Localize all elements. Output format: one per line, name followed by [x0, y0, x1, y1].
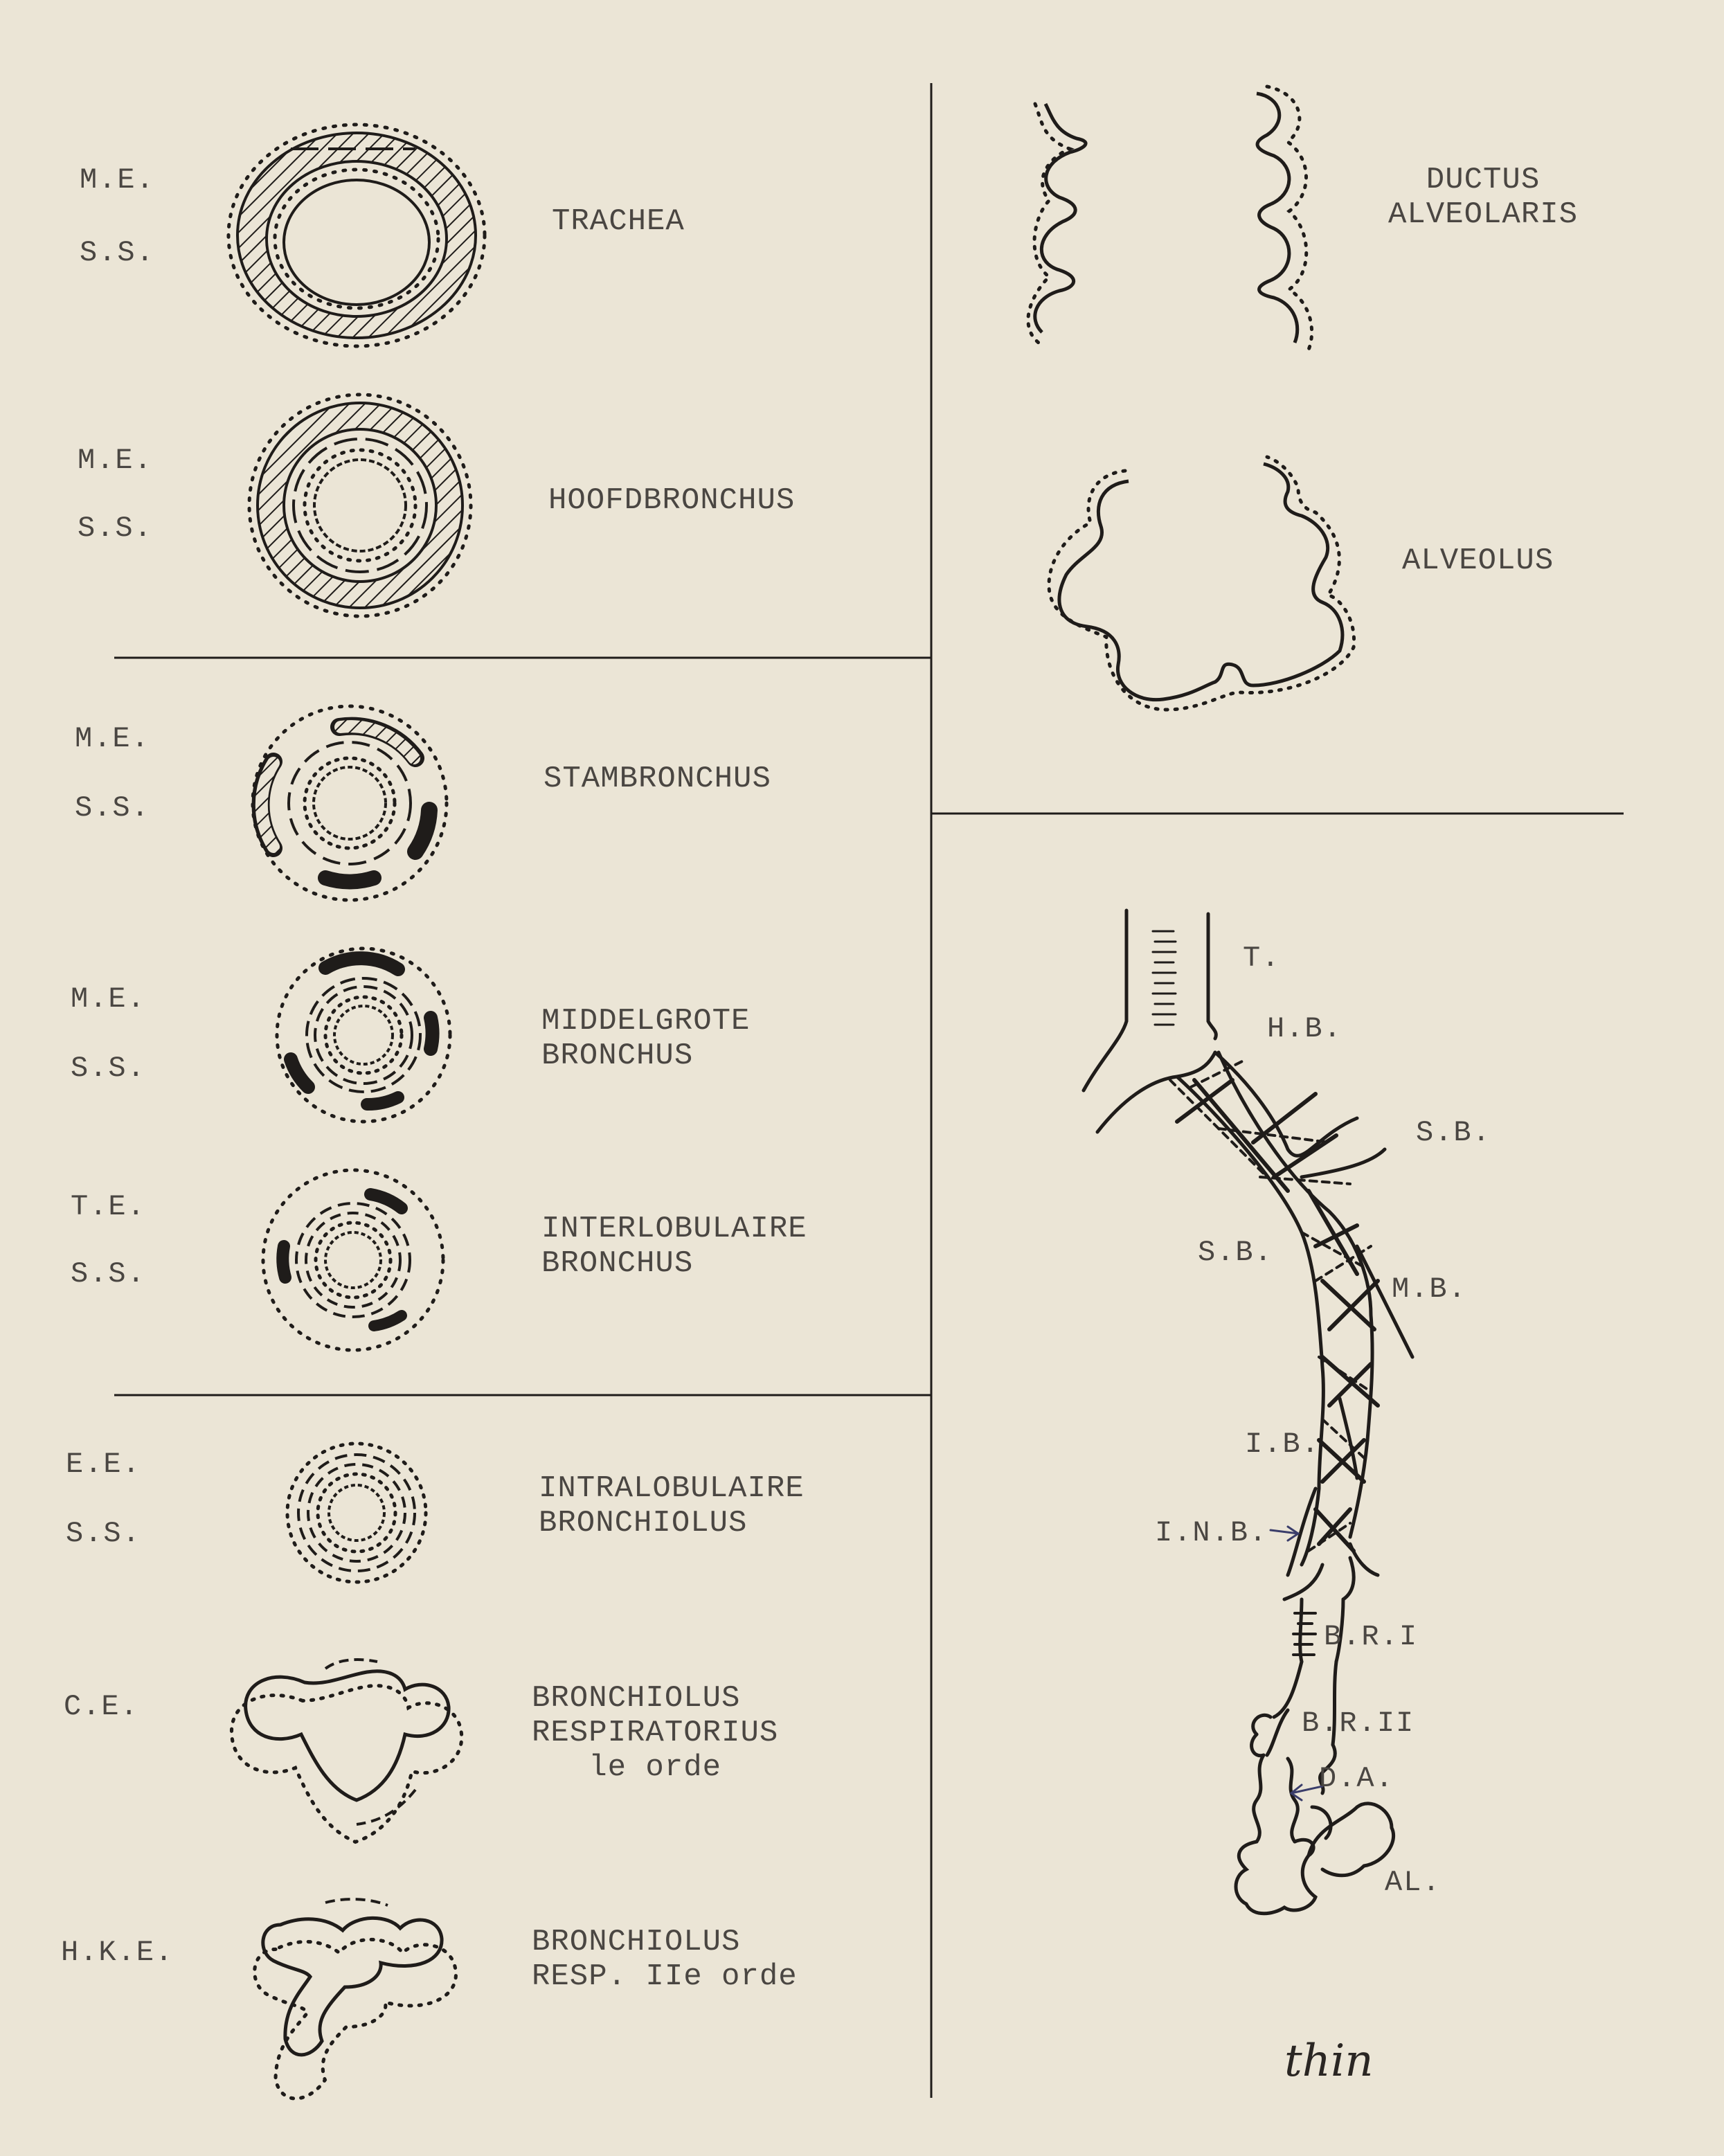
abbr-stambronchus-1: M.E.: [75, 722, 150, 755]
tree-label-al: AL.: [1385, 1866, 1442, 1899]
bronchiolus-respiratorius-1-cross-section: [231, 1660, 461, 1842]
name-line: HOOFDBRONCHUS: [548, 483, 796, 518]
name-line: RESP. IIe orde: [532, 1959, 798, 1994]
tree-label-sb-left: S.B.: [1198, 1236, 1273, 1269]
ductus-alveolaris-drawing: [1028, 87, 1312, 350]
tree-label-t: T.: [1243, 942, 1281, 975]
label-intralobulaire-bronchiolus: [539, 1471, 805, 1540]
interlobulaire-bronchus-cross-section: [263, 1170, 443, 1350]
name-line: TRACHEA: [552, 204, 685, 239]
name-line: DUCTUS: [1426, 163, 1541, 197]
abbr-middelgrote-1: M.E.: [71, 982, 146, 1016]
tree-label-ib: I.B.: [1245, 1428, 1320, 1461]
abbr-trachea-2: S.S.: [80, 236, 155, 269]
name-line: ALVEOLARIS: [1388, 197, 1579, 232]
abbr-hoofdbronchus-1: M.E.: [78, 444, 153, 477]
abbr-middelgrote-2: S.S.: [71, 1052, 146, 1085]
name-line: RESPIRATORIUS: [532, 1716, 779, 1750]
abbr-interlobulaire-2: S.S.: [71, 1257, 146, 1291]
signature: thin: [1284, 2036, 1374, 2087]
alveolus-drawing: [1049, 457, 1354, 710]
tree-label-hb: H.B.: [1267, 1012, 1343, 1045]
label-stambronchus: [544, 762, 771, 796]
name-line: INTERLOBULAIRE: [541, 1212, 807, 1246]
label-interlobulaire-bronchus: [541, 1212, 807, 1281]
abbr-stambronchus-2: S.S.: [75, 791, 150, 825]
intralobulaire-bronchiolus-cross-section: [287, 1444, 426, 1582]
label-ductus-alveolaris: [1388, 163, 1578, 232]
abbr-intralobulaire-2: S.S.: [66, 1517, 141, 1550]
hoofdbronchus-cross-section: [249, 395, 471, 616]
tree-label-da: D.A.: [1319, 1762, 1394, 1795]
label-trachea: [552, 204, 685, 239]
tree-label-inb: I.N.B.: [1155, 1516, 1268, 1549]
abbr-interlobulaire-1: T.E.: [71, 1190, 146, 1223]
tree-label-sb-right: S.B.: [1416, 1116, 1491, 1149]
name-line: BRONCHIOLUS: [532, 1681, 741, 1716]
label-bronchiolus-respiratorius-2: [532, 1925, 798, 1994]
tree-label-mb: M.B.: [1392, 1273, 1467, 1306]
name-line: INTRALOBULAIRE: [539, 1471, 805, 1506]
label-middelgrote-bronchus: [541, 1004, 750, 1073]
abbr-trachea-1: M.E.: [80, 163, 155, 197]
name-line: MIDDELGROTE: [541, 1004, 751, 1039]
name-line: BRONCHIOLUS: [539, 1506, 748, 1540]
abbr-resp-2: H.K.E.: [61, 1936, 174, 1969]
middelgrote-bronchus-cross-section: [277, 949, 450, 1122]
pointer-arrows: [1270, 1527, 1322, 1800]
abbr-resp-1: C.E.: [64, 1690, 139, 1723]
tree-label-brii: B.R.II: [1302, 1707, 1415, 1740]
stambronchus-cross-section: [253, 706, 447, 900]
name-line: STAMBRONCHUS: [544, 762, 771, 796]
trachea-cross-section: [228, 125, 485, 346]
divider-lines: [114, 83, 1624, 2098]
abbr-hoofdbronchus-2: S.S.: [78, 512, 153, 545]
label-alveolus: ALVEOLUS: [1402, 544, 1554, 578]
name-line: le orde: [589, 1750, 722, 1785]
name-line: BRONCHUS: [541, 1039, 694, 1073]
abbr-intralobulaire-1: E.E.: [66, 1448, 141, 1481]
tree-label-bri: B.R.I: [1324, 1620, 1419, 1653]
label-bronchiolus-respiratorius-1: [532, 1681, 778, 1785]
name-line: BRONCHIOLUS: [532, 1925, 741, 1959]
bronchiolus-respiratorius-2-cross-section: [255, 1899, 456, 2099]
name-line: BRONCHUS: [541, 1246, 694, 1281]
label-hoofdbronchus: [548, 483, 795, 518]
